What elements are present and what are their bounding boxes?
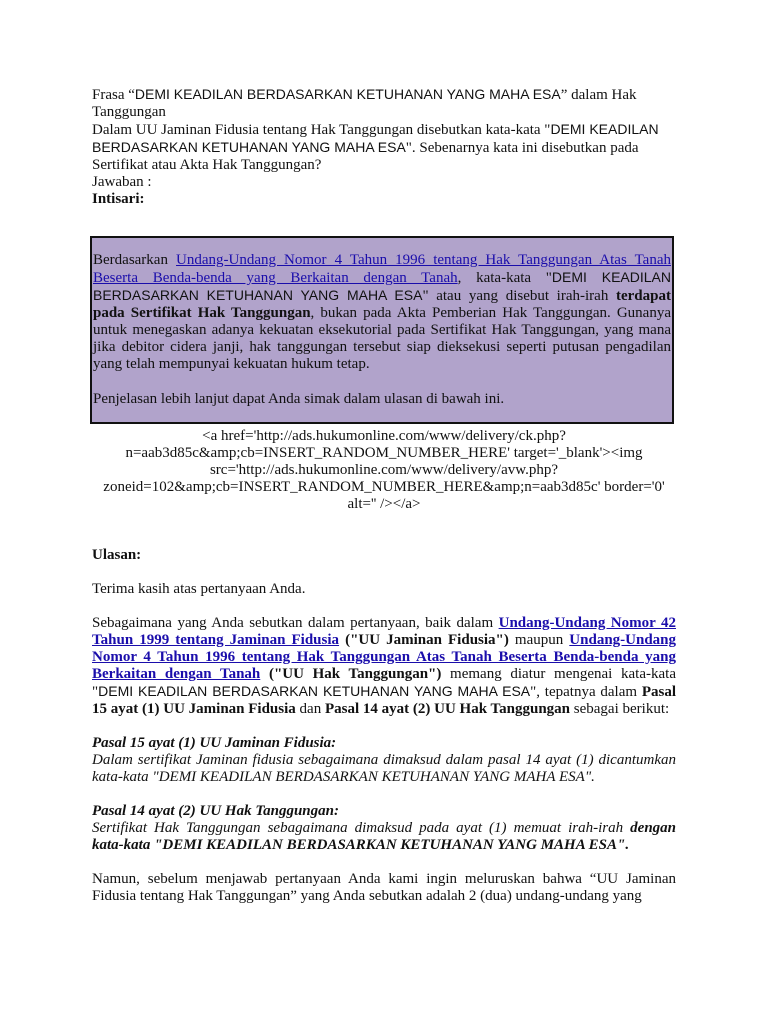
ulasan-text-a: Sebagaimana yang Anda sebutkan dalam pertanyaan, baik dalam [92, 615, 499, 631]
pasal-15-text: Dalam sertifikat Jaminan fidusia sebagaimana dimaksud dalam pasal 14 ayat (1) dicantumkan kata-kata "DEMI KEADILAN BERDASARKAN KETUHANAN YANG MAHA ESA". [92, 752, 676, 785]
ulasan-bold-4: Pasal 14 ayat (2) UU Hak Tanggungan [324, 701, 571, 717]
ulasan-text-e: dan [295, 701, 325, 717]
ulasan-label: Ulasan: [92, 547, 142, 563]
thanks-text: Terima kasih atas pertanyaan Anda. [92, 581, 306, 597]
summary-text-b: " atau yang disebut irah-irah [422, 288, 616, 304]
intisari-label: Intisari: [92, 191, 145, 207]
pasal-14-title: Pasal 14 ayat (2) UU Hak Tanggungan: [92, 803, 339, 819]
question-body [92, 121, 676, 174]
uu-jaminan-fidusia-link[interactable]: Undang-Undang Nomor 42 Tahun 1999 tentang Jaminan Fidusia [92, 615, 676, 648]
summary-law-link[interactable]: Undang-Undang Nomor 4 Tahun 1996 tentang Hak Tanggungan Atas Tanah Beserta Benda-benda yang Berkaitan dengan Tanah [93, 252, 671, 286]
summary-gap [92, 373, 672, 391]
ulasan-text-f: sebagai berikut: [570, 701, 670, 717]
ulasan-text-c: memang diatur mengenai kata-kata " [92, 666, 676, 700]
question-title-phrase: DEMI KEADILAN BERDASARKAN KETUHANAN YANG MAHA ESA [134, 86, 561, 102]
uu-hak-tanggungan-link[interactable]: Undang-Undang Nomor 4 Tahun 1996 tentang Hak Tanggungan Atas Tanah Beserta Benda-benda yang Berkaitan dengan Tanah [92, 632, 677, 682]
ulasan-text-d: ", tepatnya dalam [530, 684, 642, 700]
ulasan-phrase: DEMI KEADILAN BERDASARKAN KETUHANAN YANG MAHA ESA [98, 683, 531, 699]
ulasan-bold-3: Pasal 15 ayat (1) UU Jaminan Fidusia [92, 684, 676, 717]
question-body-phrase: DEMI KEADILAN BERDASARKAN KETUHANAN YANG MAHA ESA [92, 121, 659, 155]
summary-box [90, 236, 674, 424]
question-title [92, 86, 676, 121]
summary-paragraph [92, 252, 672, 373]
ulasan-text-b: maupun [508, 632, 570, 648]
ulasan-paragraph [92, 615, 676, 718]
summary-text-c: , bukan pada Akta Pemberian Hak Tanggungan. Gunanya untuk menegaskan adanya kekuatan eksekutorial pada Sertifikat Hak Tanggungan, yang mana jika debitor cidera janji, hak tanggungan tersebut siap dieksekusi seperti putusan pengadilan yang telah mempunyai kekuatan hukum tetap. [93, 305, 671, 372]
article-content [92, 86, 676, 905]
question-title-suffix: ” dalam Hak Tanggungan [92, 87, 637, 120]
pasal-15-title: Pasal 15 ayat (1) UU Jaminan Fidusia: [92, 735, 337, 751]
ulasan-bold-1: ("UU Jaminan Fidusia") [339, 632, 509, 648]
summary-bold: terdapat pada Sertifikat Hak Tanggungan [93, 288, 671, 321]
summary-phrase: DEMI KEADILAN BERDASARKAN KETUHANAN YANG MAHA ESA [93, 269, 671, 303]
closing-paragraph: Namun, sebelum menjawab pertanyaan Anda kami ingin meluruskan bahwa “UU Jaminan Fidusia tentang Hak Tanggungan” yang Anda sebutkan adalah 2 (dua) undang-undang yang [92, 871, 676, 904]
ulasan-bold-2: ("UU Hak Tanggungan") [260, 666, 442, 682]
pasal-14-text-bold: dengan kata-kata "DEMI KEADILAN BERDASARKAN KETUHANAN YANG MAHA ESA". [92, 820, 676, 853]
summary-text-a: , kata-kata " [457, 270, 552, 286]
question-body-b: ". Sebenarnya kata ini disebutkan pada Sertifikat atau Akta Hak Tanggungan? [92, 140, 639, 173]
question-title-prefix: Frasa “ [92, 87, 135, 103]
answer-label: Jawaban : [92, 174, 152, 190]
question-body-a: Dalam UU Jaminan Fidusia tentang Hak Tanggungan disebutkan kata-kata " [92, 122, 551, 138]
pasal-14-text-a: Sertifikat Hak Tanggungan sebagaimana dimaksud pada ayat (1) memuat irah-irah [92, 820, 631, 836]
ad-code-text: <a href='http://ads.hukumonline.com/www/delivery/ck.php?n=aab3d85c&amp;cb=INSERT_RANDOM_NUMBER_HERE' target='_blank'><img src='http://ads.hukumonline.com/www/delivery/avw.php?zoneid=102&amp;cb=INSERT_RANDOM_NUMBER_HERE&amp;n=aab3d85c' border='0' alt='' /></a> [103, 428, 665, 512]
pasal-14-text [92, 820, 676, 854]
summary-lead: Berdasarkan [93, 252, 177, 268]
summary-followup: Penjelasan lebih lanjut dapat Anda simak dalam ulasan di bawah ini. [93, 391, 505, 407]
